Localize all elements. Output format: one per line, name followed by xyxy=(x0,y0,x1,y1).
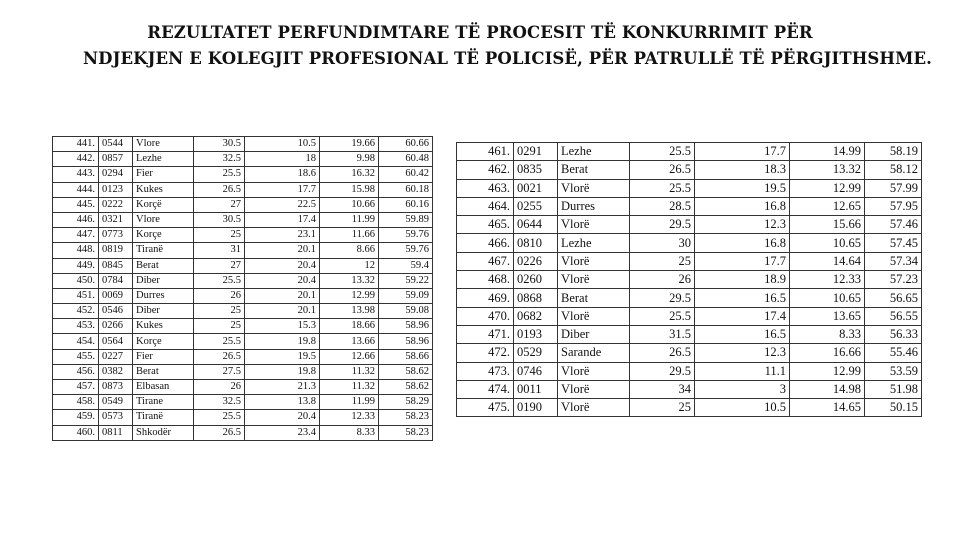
row-number-cell: 474. xyxy=(457,380,514,398)
row-number-cell: 447. xyxy=(53,228,99,243)
total-score-cell: 58.19 xyxy=(865,143,922,161)
score-cell: 32.5 xyxy=(194,152,245,167)
score-cell: 25.5 xyxy=(630,143,695,161)
row-number-cell: 444. xyxy=(53,182,99,197)
score-cell: 17.4 xyxy=(695,307,790,325)
candidate-code-cell: 0573 xyxy=(99,410,133,425)
score-cell: 15.66 xyxy=(790,216,865,234)
total-score-cell: 59.08 xyxy=(379,304,433,319)
row-number-cell: 442. xyxy=(53,152,99,167)
candidate-code-cell: 0222 xyxy=(99,197,133,212)
city-cell: Berat xyxy=(133,258,194,273)
score-cell: 25.5 xyxy=(630,307,695,325)
score-cell: 20.4 xyxy=(245,258,320,273)
score-cell: 12.3 xyxy=(695,216,790,234)
table-row xyxy=(457,216,922,234)
score-cell: 18.9 xyxy=(695,271,790,289)
score-cell: 11.99 xyxy=(320,395,379,410)
candidate-code-cell: 0857 xyxy=(99,152,133,167)
total-score-cell: 59.76 xyxy=(379,228,433,243)
candidate-code-cell: 0873 xyxy=(99,380,133,395)
table-row xyxy=(53,197,433,212)
candidate-code-cell: 0123 xyxy=(99,182,133,197)
score-cell: 19.5 xyxy=(695,179,790,197)
total-score-cell: 58.29 xyxy=(379,395,433,410)
candidate-code-cell: 0011 xyxy=(514,380,558,398)
candidate-code-cell: 0294 xyxy=(99,167,133,182)
score-cell: 10.5 xyxy=(245,137,320,152)
score-cell: 26 xyxy=(194,288,245,303)
table-row xyxy=(53,319,433,334)
row-number-cell: 475. xyxy=(457,399,514,417)
score-cell: 13.8 xyxy=(245,395,320,410)
score-cell: 30 xyxy=(630,234,695,252)
row-number-cell: 458. xyxy=(53,395,99,410)
row-number-cell: 466. xyxy=(457,234,514,252)
city-cell: Korçe xyxy=(133,228,194,243)
table-row xyxy=(53,152,433,167)
score-cell: 20.4 xyxy=(245,410,320,425)
table-row xyxy=(53,364,433,379)
city-cell: Tiranë xyxy=(133,410,194,425)
score-cell: 26 xyxy=(194,380,245,395)
row-number-cell: 461. xyxy=(457,143,514,161)
results-table-right xyxy=(456,142,922,417)
score-cell: 11.1 xyxy=(695,362,790,380)
score-cell: 16.8 xyxy=(695,234,790,252)
score-cell: 29.5 xyxy=(630,362,695,380)
page-title xyxy=(0,20,960,72)
candidate-code-cell: 0845 xyxy=(99,258,133,273)
total-score-cell: 58.12 xyxy=(865,161,922,179)
city-cell: Vlorë xyxy=(558,252,630,270)
total-score-cell: 56.55 xyxy=(865,307,922,325)
total-score-cell: 57.46 xyxy=(865,216,922,234)
score-cell: 29.5 xyxy=(630,216,695,234)
total-score-cell: 55.46 xyxy=(865,344,922,362)
row-number-cell: 473. xyxy=(457,362,514,380)
score-cell: 12.99 xyxy=(790,362,865,380)
row-number-cell: 467. xyxy=(457,252,514,270)
city-cell: Sarande xyxy=(558,344,630,362)
score-cell: 22.5 xyxy=(245,197,320,212)
table-row xyxy=(53,380,433,395)
table-row xyxy=(457,307,922,325)
city-cell: Berat xyxy=(558,289,630,307)
city-cell: Diber xyxy=(558,325,630,343)
candidate-code-cell: 0021 xyxy=(514,179,558,197)
score-cell: 25.5 xyxy=(630,179,695,197)
score-cell: 28.5 xyxy=(630,197,695,215)
score-cell: 11.32 xyxy=(320,364,379,379)
total-score-cell: 58.96 xyxy=(379,319,433,334)
score-cell: 16.32 xyxy=(320,167,379,182)
score-cell: 19.8 xyxy=(245,334,320,349)
score-cell: 13.32 xyxy=(320,273,379,288)
score-cell: 27.5 xyxy=(194,364,245,379)
candidate-code-cell: 0193 xyxy=(514,325,558,343)
score-cell: 10.65 xyxy=(790,289,865,307)
score-cell: 29.5 xyxy=(630,289,695,307)
table-row xyxy=(53,410,433,425)
score-cell: 27 xyxy=(194,258,245,273)
score-cell: 14.98 xyxy=(790,380,865,398)
row-number-cell: 454. xyxy=(53,334,99,349)
score-cell: 17.4 xyxy=(245,212,320,227)
candidate-code-cell: 0784 xyxy=(99,273,133,288)
row-number-cell: 448. xyxy=(53,243,99,258)
row-number-cell: 462. xyxy=(457,161,514,179)
total-score-cell: 59.4 xyxy=(379,258,433,273)
score-cell: 25 xyxy=(630,252,695,270)
score-cell: 18.66 xyxy=(320,319,379,334)
city-cell: Elbasan xyxy=(133,380,194,395)
table-row xyxy=(457,362,922,380)
score-cell: 16.66 xyxy=(790,344,865,362)
table-row xyxy=(457,344,922,362)
candidate-code-cell: 0682 xyxy=(514,307,558,325)
score-cell: 19.8 xyxy=(245,364,320,379)
total-score-cell: 56.65 xyxy=(865,289,922,307)
city-cell: Vlore xyxy=(133,212,194,227)
candidate-code-cell: 0564 xyxy=(99,334,133,349)
score-cell: 11.66 xyxy=(320,228,379,243)
table-row xyxy=(457,234,922,252)
city-cell: Berat xyxy=(133,364,194,379)
score-cell: 25.5 xyxy=(194,273,245,288)
score-cell: 26.5 xyxy=(194,425,245,440)
row-number-cell: 464. xyxy=(457,197,514,215)
score-cell: 23.1 xyxy=(245,228,320,243)
score-cell: 16.5 xyxy=(695,289,790,307)
title-line-2: NDJEKJEN E KOLEGJIT PROFESIONAL TË POLICISË, PËR PATRULLË TË PËRGJITHSHME. xyxy=(82,49,932,68)
row-number-cell: 445. xyxy=(53,197,99,212)
city-cell: Fier xyxy=(133,349,194,364)
total-score-cell: 56.33 xyxy=(865,325,922,343)
row-number-cell: 468. xyxy=(457,271,514,289)
city-cell: Kukes xyxy=(133,182,194,197)
row-number-cell: 465. xyxy=(457,216,514,234)
candidate-code-cell: 0544 xyxy=(99,137,133,152)
score-cell: 12.33 xyxy=(320,410,379,425)
table-row xyxy=(457,197,922,215)
score-cell: 20.4 xyxy=(245,273,320,288)
score-cell: 11.32 xyxy=(320,380,379,395)
candidate-code-cell: 0226 xyxy=(514,252,558,270)
row-number-cell: 471. xyxy=(457,325,514,343)
city-cell: Lezhe xyxy=(558,234,630,252)
score-cell: 23.4 xyxy=(245,425,320,440)
table-row xyxy=(53,349,433,364)
candidate-code-cell: 0546 xyxy=(99,304,133,319)
row-number-cell: 456. xyxy=(53,364,99,379)
row-number-cell: 460. xyxy=(53,425,99,440)
score-cell: 26.5 xyxy=(194,349,245,364)
city-cell: Berat xyxy=(558,161,630,179)
score-cell: 19.5 xyxy=(245,349,320,364)
table-row xyxy=(53,273,433,288)
score-cell: 16.5 xyxy=(695,325,790,343)
total-score-cell: 60.48 xyxy=(379,152,433,167)
city-cell: Vlorë xyxy=(558,307,630,325)
candidate-code-cell: 0227 xyxy=(99,349,133,364)
row-number-cell: 441. xyxy=(53,137,99,152)
score-cell: 21.3 xyxy=(245,380,320,395)
score-cell: 26.5 xyxy=(630,344,695,362)
score-cell: 18 xyxy=(245,152,320,167)
candidate-code-cell: 0069 xyxy=(99,288,133,303)
total-score-cell: 60.66 xyxy=(379,137,433,152)
city-cell: Diber xyxy=(133,273,194,288)
score-cell: 13.65 xyxy=(790,307,865,325)
row-number-cell: 470. xyxy=(457,307,514,325)
candidate-code-cell: 0819 xyxy=(99,243,133,258)
total-score-cell: 60.18 xyxy=(379,182,433,197)
row-number-cell: 463. xyxy=(457,179,514,197)
city-cell: Diber xyxy=(133,304,194,319)
score-cell: 20.1 xyxy=(245,288,320,303)
score-cell: 15.98 xyxy=(320,182,379,197)
city-cell: Durres xyxy=(558,197,630,215)
city-cell: Vlorë xyxy=(558,399,630,417)
city-cell: Vlorë xyxy=(558,362,630,380)
score-cell: 8.33 xyxy=(790,325,865,343)
city-cell: Lezhe xyxy=(133,152,194,167)
table-row xyxy=(457,161,922,179)
score-cell: 26.5 xyxy=(630,161,695,179)
score-cell: 13.66 xyxy=(320,334,379,349)
total-score-cell: 57.95 xyxy=(865,197,922,215)
row-number-cell: 443. xyxy=(53,167,99,182)
city-cell: Vlorë xyxy=(558,271,630,289)
results-table-right-body xyxy=(457,143,922,417)
candidate-code-cell: 0746 xyxy=(514,362,558,380)
row-number-cell: 446. xyxy=(53,212,99,227)
score-cell: 20.1 xyxy=(245,243,320,258)
table-row xyxy=(53,334,433,349)
candidate-code-cell: 0811 xyxy=(99,425,133,440)
candidate-code-cell: 0644 xyxy=(514,216,558,234)
total-score-cell: 60.16 xyxy=(379,197,433,212)
total-score-cell: 59.22 xyxy=(379,273,433,288)
score-cell: 26.5 xyxy=(194,182,245,197)
row-number-cell: 455. xyxy=(53,349,99,364)
score-cell: 30.5 xyxy=(194,212,245,227)
score-cell: 12.66 xyxy=(320,349,379,364)
score-cell: 9.98 xyxy=(320,152,379,167)
city-cell: Vlorë xyxy=(558,216,630,234)
score-cell: 12.3 xyxy=(695,344,790,362)
candidate-code-cell: 0255 xyxy=(514,197,558,215)
score-cell: 12.65 xyxy=(790,197,865,215)
score-cell: 25.5 xyxy=(194,410,245,425)
score-cell: 13.32 xyxy=(790,161,865,179)
row-number-cell: 457. xyxy=(53,380,99,395)
candidate-code-cell: 0549 xyxy=(99,395,133,410)
city-cell: Fier xyxy=(133,167,194,182)
city-cell: Lezhe xyxy=(558,143,630,161)
row-number-cell: 450. xyxy=(53,273,99,288)
candidate-code-cell: 0321 xyxy=(99,212,133,227)
score-cell: 17.7 xyxy=(695,252,790,270)
candidate-code-cell: 0868 xyxy=(514,289,558,307)
candidate-code-cell: 0810 xyxy=(514,234,558,252)
results-table-left xyxy=(52,136,433,441)
city-cell: Tirane xyxy=(133,395,194,410)
row-number-cell: 449. xyxy=(53,258,99,273)
row-number-cell: 459. xyxy=(53,410,99,425)
table-row xyxy=(457,380,922,398)
table-row xyxy=(457,325,922,343)
score-cell: 14.64 xyxy=(790,252,865,270)
score-cell: 25 xyxy=(194,319,245,334)
score-cell: 26 xyxy=(630,271,695,289)
candidate-code-cell: 0266 xyxy=(99,319,133,334)
city-cell: Korçë xyxy=(133,197,194,212)
total-score-cell: 58.62 xyxy=(379,380,433,395)
table-row xyxy=(457,252,922,270)
total-score-cell: 50.15 xyxy=(865,399,922,417)
city-cell: Tiranë xyxy=(133,243,194,258)
city-cell: Shkodër xyxy=(133,425,194,440)
score-cell: 25.5 xyxy=(194,334,245,349)
table-row xyxy=(457,179,922,197)
score-cell: 25 xyxy=(194,304,245,319)
candidate-code-cell: 0773 xyxy=(99,228,133,243)
table-row xyxy=(53,137,433,152)
score-cell: 11.99 xyxy=(320,212,379,227)
table-row xyxy=(457,143,922,161)
score-cell: 18.6 xyxy=(245,167,320,182)
total-score-cell: 60.42 xyxy=(379,167,433,182)
city-cell: Korçe xyxy=(133,334,194,349)
row-number-cell: 451. xyxy=(53,288,99,303)
total-score-cell: 59.76 xyxy=(379,243,433,258)
total-score-cell: 57.45 xyxy=(865,234,922,252)
score-cell: 12.33 xyxy=(790,271,865,289)
score-cell: 34 xyxy=(630,380,695,398)
score-cell: 31.5 xyxy=(630,325,695,343)
score-cell: 19.66 xyxy=(320,137,379,152)
table-row xyxy=(457,271,922,289)
table-row xyxy=(53,395,433,410)
score-cell: 25 xyxy=(630,399,695,417)
city-cell: Kukes xyxy=(133,319,194,334)
score-cell: 8.66 xyxy=(320,243,379,258)
row-number-cell: 472. xyxy=(457,344,514,362)
score-cell: 10.65 xyxy=(790,234,865,252)
table-row xyxy=(53,167,433,182)
table-row xyxy=(53,288,433,303)
table-row xyxy=(53,228,433,243)
table-row xyxy=(53,182,433,197)
candidate-code-cell: 0835 xyxy=(514,161,558,179)
score-cell: 8.33 xyxy=(320,425,379,440)
total-score-cell: 57.34 xyxy=(865,252,922,270)
row-number-cell: 452. xyxy=(53,304,99,319)
table-row xyxy=(53,243,433,258)
total-score-cell: 53.59 xyxy=(865,362,922,380)
score-cell: 13.98 xyxy=(320,304,379,319)
table-row xyxy=(53,425,433,440)
score-cell: 15.3 xyxy=(245,319,320,334)
candidate-code-cell: 0382 xyxy=(99,364,133,379)
total-score-cell: 51.98 xyxy=(865,380,922,398)
score-cell: 32.5 xyxy=(194,395,245,410)
score-cell: 10.5 xyxy=(695,399,790,417)
city-cell: Vlorë xyxy=(558,179,630,197)
row-number-cell: 469. xyxy=(457,289,514,307)
total-score-cell: 58.96 xyxy=(379,334,433,349)
table-row xyxy=(457,399,922,417)
score-cell: 27 xyxy=(194,197,245,212)
score-cell: 20.1 xyxy=(245,304,320,319)
total-score-cell: 58.66 xyxy=(379,349,433,364)
score-cell: 12.99 xyxy=(320,288,379,303)
candidate-code-cell: 0529 xyxy=(514,344,558,362)
row-number-cell: 453. xyxy=(53,319,99,334)
title-line-1: REZULTATET PERFUNDIMTARE TË PROCESIT TË KONKURRIMIT PËR xyxy=(147,23,813,42)
score-cell: 17.7 xyxy=(245,182,320,197)
total-score-cell: 57.23 xyxy=(865,271,922,289)
score-cell: 30.5 xyxy=(194,137,245,152)
score-cell: 25.5 xyxy=(194,167,245,182)
city-cell: Vlorë xyxy=(558,380,630,398)
total-score-cell: 59.89 xyxy=(379,212,433,227)
score-cell: 18.3 xyxy=(695,161,790,179)
score-cell: 10.66 xyxy=(320,197,379,212)
score-cell: 12.99 xyxy=(790,179,865,197)
score-cell: 14.99 xyxy=(790,143,865,161)
candidate-code-cell: 0291 xyxy=(514,143,558,161)
total-score-cell: 57.99 xyxy=(865,179,922,197)
table-row xyxy=(53,212,433,227)
candidate-code-cell: 0260 xyxy=(514,271,558,289)
score-cell: 16.8 xyxy=(695,197,790,215)
total-score-cell: 59.09 xyxy=(379,288,433,303)
city-cell: Vlore xyxy=(133,137,194,152)
table-row xyxy=(53,304,433,319)
score-cell: 14.65 xyxy=(790,399,865,417)
total-score-cell: 58.23 xyxy=(379,410,433,425)
table-row xyxy=(457,289,922,307)
score-cell: 3 xyxy=(695,380,790,398)
results-table-left-body xyxy=(53,137,433,441)
candidate-code-cell: 0190 xyxy=(514,399,558,417)
score-cell: 31 xyxy=(194,243,245,258)
total-score-cell: 58.23 xyxy=(379,425,433,440)
score-cell: 25 xyxy=(194,228,245,243)
total-score-cell: 58.62 xyxy=(379,364,433,379)
table-row xyxy=(53,258,433,273)
score-cell: 17.7 xyxy=(695,143,790,161)
score-cell: 12 xyxy=(320,258,379,273)
city-cell: Durres xyxy=(133,288,194,303)
